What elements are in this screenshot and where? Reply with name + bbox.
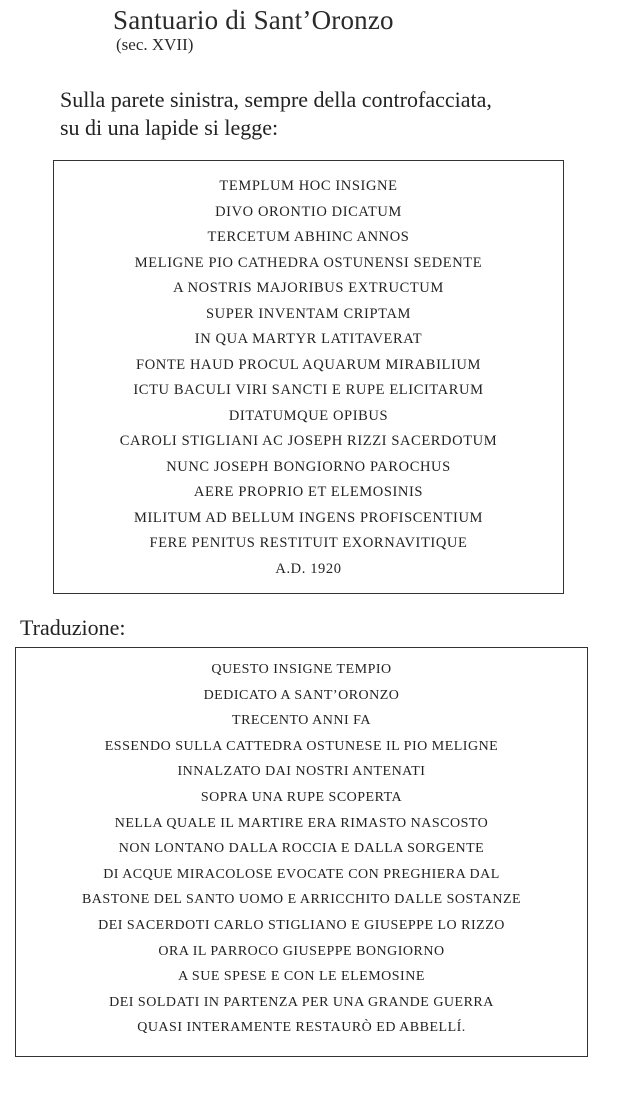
page-subtitle: (sec. XVII): [116, 35, 194, 54]
translation-line: DEI SOLDATI IN PARTENZA PER UNA GRANDE GUERRA: [109, 994, 494, 1010]
intro-line: su di una lapide si legge:: [60, 115, 279, 140]
inscription-line: CAROLI STIGLIANI AC JOSEPH RIZZI SACERDOTUM: [119, 433, 498, 449]
intro-line: Sulla parete sinistra, sempre della controfacciata,: [60, 87, 492, 112]
inscription-line: SUPER INVENTAM CRIPTAM: [205, 305, 412, 322]
inscription-line: TEMPLUM HOC INSIGNE: [219, 178, 398, 194]
inscription-date: A.D. 1920: [275, 560, 342, 577]
translation-line: NELLA QUALE IL MARTIRE ERA RIMASTO NASCOSTO: [114, 815, 489, 831]
inscription-line: A NOSTRIS MAJORIBUS EXTRUCTUM: [173, 280, 444, 296]
inscription-line: FERE PENITUS RESTITUIT EXORNAVITIQUE: [149, 535, 468, 551]
translation-line: BASTONE DEL SANTO UOMO E ARRICCHITO DALLE SOSTANZE: [81, 892, 522, 908]
translation-line: DEI SACERDOTI CARLO STIGLIANO E GIUSEPPE LO RIZZO: [98, 917, 505, 933]
translation-line: A SUE SPESE E CON LE ELEMOSINE: [178, 969, 425, 985]
translation-line: DEDICATO A SANT’ORONZO: [203, 687, 400, 703]
inscription-line: MILITUM AD BELLUM INGENS PROFISCENTIUM: [133, 509, 484, 526]
translation-line: SOPRA UNA RUPE SCOPERTA: [200, 789, 403, 805]
inscription-line: DIVO ORONTIO DICATUM: [215, 203, 402, 220]
page-title: Santuario di Sant’Oronzo: [113, 5, 394, 35]
inscription-line: TERCETUM ABHINC ANNOS: [207, 229, 410, 245]
inscription-line: ICTU BACULI VIRI SANCTI E RUPE ELICITARUM: [133, 382, 484, 398]
inscription-line: IN QUA MARTYR LATITAVERAT: [194, 331, 423, 347]
intro-paragraph: [60, 86, 492, 142]
translation-line: QUASI INTERAMENTE RESTAURÒ ED ABBELLÍ.: [137, 1020, 466, 1036]
translation-box: [15, 647, 588, 1057]
translation-line: NON LONTANO DALLA ROCCIA E DALLA SORGENTE: [118, 841, 485, 857]
translation-line: INNALZATO DAI NOSTRI ANTENATI: [177, 764, 426, 780]
inscription-line: DITATUMQUE OPIBUS: [228, 407, 389, 424]
inscription-line: FONTE HAUD PROCUL AQUARUM MIRABILIUM: [136, 356, 481, 373]
translation-heading: Traduzione:: [20, 615, 126, 640]
translation-line: QUESTO INSIGNE TEMPIO: [211, 662, 392, 677]
inscription-line: AERE PROPRIO ET ELEMOSINIS: [193, 484, 424, 500]
translation-line: ESSENDO SULLA CATTEDRA OSTUNESE IL PIO MELIGNE: [104, 738, 499, 754]
translation-line: TRECENTO ANNI FA: [232, 713, 371, 729]
translation-line: ORA IL PARROCO GIUSEPPE BONGIORNO: [158, 943, 445, 959]
translation-line: DI ACQUE MIRACOLOSE EVOCATE CON PREGHIERA DAL: [103, 866, 500, 882]
latin-inscription-box: [53, 160, 564, 594]
inscription-line: NUNC JOSEPH BONGIORNO PAROCHUS: [166, 458, 451, 475]
inscription-line: MELIGNE PIO CATHEDRA OSTUNENSI SEDENTE: [134, 254, 483, 271]
